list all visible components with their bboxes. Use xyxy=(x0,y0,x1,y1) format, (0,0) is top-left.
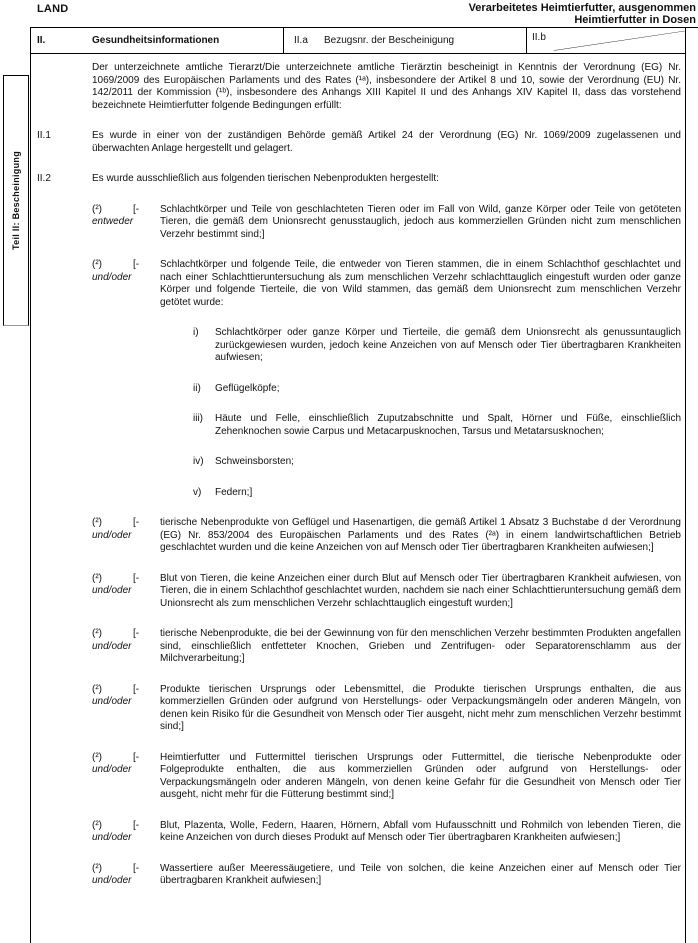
header-cell-reference-number xyxy=(284,28,527,53)
document-title-line1: Verarbeitetes Heimtierfutter, ausgenommen xyxy=(468,2,696,14)
option-body xyxy=(160,259,681,499)
option-body xyxy=(160,863,681,888)
option-word: und/oder xyxy=(92,640,132,652)
option-bracket: [- xyxy=(133,628,140,639)
intro-paragraph: Der unterzeichnete amtliche Tierarzt/Die unterzeichnete amtliche Tierärztin bescheinigt in Kenntnis der Verordnung (EG) Nr. 1069/2009 des Europäischen Parlaments und des Rates (¹ᵃ), insbesondere der Artikel 8 und 10, sowie der Verordnung (EU) Nr. 142/2011 der Kommission (¹ᵇ), insbesondere des Anhangs XIII Kapitel II und des Anhangs XIV Kapitel II, dass das vorstehend bezeichnete Heimtierfutter folgende Bedingungen erfüllt: xyxy=(92,62,681,111)
option-marker xyxy=(92,628,133,666)
country-label: LAND xyxy=(37,3,69,15)
option-text: tierische Nebenprodukte von Geflügel und Hasenartigen, die gemäß Artikel 1 Absatz 3 Buchstabe d der Verordnung (EG) Nr. 853/2004 des Europäischen Parlaments und des Rates (²ᵃ) in einem landwirtschaftlichen Betrieb geschlachtet wurden und die keine Anzeichen von auf Mensch oder Tier übertragbaren Krankheiten aufwiesen;] xyxy=(160,517,681,553)
roman-item xyxy=(193,456,681,469)
option-footnote-ref: (²) xyxy=(92,683,102,695)
option-footnote-ref: (²) xyxy=(92,259,102,270)
section-number: II. xyxy=(37,35,46,46)
option-row xyxy=(92,684,681,734)
option-row xyxy=(92,517,681,555)
roman-item xyxy=(193,383,681,396)
option-body xyxy=(160,628,681,666)
option-word: und/oder xyxy=(92,832,132,843)
clause-row xyxy=(37,173,681,186)
option-bracket: [- xyxy=(133,751,140,763)
option-word: und/oder xyxy=(92,529,132,541)
option-text: Produkte tierischen Ursprungs oder Lebensmittel, die Produkte tierischen Ursprungs enthalten, die aus kommerziellen Gründen oder aufgrund von Herstellungs- oder Verpackungsmängeln oder anderen Mängeln, von denen kein Risiko für die Gesundheit von Mensch oder Tier ausgeht, nicht mehr zum menschlichen Verzehr bestimmt sind;] xyxy=(160,683,681,732)
option-word: und/oder xyxy=(92,585,132,596)
option-row xyxy=(92,259,681,499)
option-marker xyxy=(92,517,133,555)
option-footnote-ref: (²) xyxy=(92,819,102,831)
document-title-line2: Heimtierfutter in Dosen xyxy=(574,14,696,26)
document-title xyxy=(469,2,696,26)
header-rule xyxy=(686,27,698,28)
option-text: tierische Nebenprodukte, die bei der Gewinnung von für den menschlichen Verzehr bestimmten Produkten angefallen sind, einschließlich entfetteter Knochen, Grieben und Zentrifugen- oder Separatorenschlamm aus der Milchverarbeitung;] xyxy=(160,628,681,664)
roman-item-text: Federn;] xyxy=(215,486,253,498)
option-footnote-ref: (²) xyxy=(92,517,102,528)
roman-marker: i) xyxy=(193,327,199,338)
clause-number: II.2 xyxy=(37,173,51,184)
roman-marker: iv) xyxy=(193,456,204,467)
option-marker xyxy=(92,752,133,802)
option-word: und/oder xyxy=(92,764,132,775)
part-ii-sidebar xyxy=(3,75,29,326)
roman-item-text: Geflügelköpfe; xyxy=(215,382,280,394)
certificate-body xyxy=(31,54,685,888)
option-text: Schlachtkörper und Teile von geschlachteten Tieren oder im Fall von Wild, ganze Körper oder Teile von getöteten Tieren, die gemäß dem Unionsrecht genusstauglich, jedoch aus kommerziellen Gründen nicht zum menschlichen Verzehr bestimmt sind;] xyxy=(160,203,681,240)
doc-flow xyxy=(37,130,681,888)
option-bracket: [- xyxy=(133,259,140,270)
option-word: entweder xyxy=(92,216,134,227)
cell-iib-number: II.b xyxy=(532,32,546,43)
option-text: Wassertiere außer Meeressäugetiere, und Teile von solchen, die keine Anzeichen einer auf Mensch oder Tier übertragbaren Krankheit aufwiesen;] xyxy=(160,862,681,886)
option-bracket: [- xyxy=(133,862,140,874)
option-footnote-ref: (²) xyxy=(92,203,102,215)
clause-text: Es wurde ausschließlich aus folgenden tierischen Nebenprodukten hergestellt: xyxy=(92,173,439,184)
clause-text: Es wurde in einer von der zuständigen Behörde gemäß Artikel 24 der Verordnung (EG) Nr. 1069/2009 zugelassenen und überwachten Anlage hergestellt und gelagert. xyxy=(92,130,681,154)
option-body xyxy=(160,752,681,802)
option-footnote-ref: (²) xyxy=(92,862,102,874)
roman-item-text: Schlachtkörper oder ganze Körper und Tierteile, die gemäß dem Unionsrecht als genussuntauglich zurückgewiesen wurden, jedoch keine Anzeichen von auf Mensch oder Tier übertragbaren Krankheiten aufwiesen; xyxy=(215,327,681,363)
roman-marker: iii) xyxy=(193,413,203,424)
option-bracket: [- xyxy=(133,683,140,695)
option-row xyxy=(92,628,681,666)
option-word: und/oder xyxy=(92,696,132,707)
option-text: Blut, Plazenta, Wolle, Federn, Haaren, Hörnern, Abfall vom Hufausschnitt und Rohmilch von lebenden Tieren, die keine Anzeichen von durch dieses Produkt auf Mensch oder Tier übertragbaren Krankheiten aufwiesen;] xyxy=(160,819,681,843)
option-footnote-ref: (²) xyxy=(92,628,102,639)
cell-iia-number: II.a xyxy=(294,35,308,46)
roman-item xyxy=(193,327,681,365)
certificate-frame xyxy=(30,27,686,943)
option-row xyxy=(92,863,681,888)
section-title: Gesundheitsinformationen xyxy=(92,35,220,46)
option-word: und/oder xyxy=(92,271,132,283)
part-ii-sidebar-label: Teil II: Bescheinigung xyxy=(11,151,21,250)
option-row xyxy=(92,573,681,611)
cell-iia-label: Bezugsnr. der Bescheinigung xyxy=(324,35,455,46)
option-body xyxy=(160,684,681,734)
option-body xyxy=(160,820,681,845)
clause-row xyxy=(37,130,681,155)
option-bracket: [- xyxy=(133,203,140,215)
option-body xyxy=(160,517,681,555)
option-text: Heimtierfutter und Futtermittel tierischen Ursprungs oder Futtermittel, die tierische Nebenprodukte oder Folgeprodukte enthalten, die aus kommerziellen Gründen oder aufgrund von Herstellungs- oder Verpackungsmängeln oder anderen Mängeln, von denen keine Gefahr für die Gesundheit von Mensch oder Tier ausgeht, nicht mehr für die Fütterung bestimmt sind;] xyxy=(160,751,681,800)
option-word: und/oder xyxy=(92,875,132,886)
option-row xyxy=(92,752,681,802)
option-text: Blut von Tieren, die keine Anzeichen einer durch Blut auf Mensch oder Tier übertragbaren Krankheit aufwiesen, von Tieren, die in einem Schlachthof geschlachtet wurden, nachdem sie nach einer Schlachttieruntersuchung gemäß dem Unionsrecht als zum menschlichen Verzehr schlachttauglich eingestuft wurden;] xyxy=(160,572,681,609)
option-footnote-ref: (²) xyxy=(92,572,102,584)
option-marker xyxy=(92,259,133,499)
option-row xyxy=(92,204,681,242)
header-cell-iib xyxy=(527,28,685,53)
option-marker xyxy=(92,863,133,888)
option-marker xyxy=(92,204,133,242)
option-body xyxy=(160,573,681,611)
roman-item xyxy=(193,413,681,438)
option-marker xyxy=(92,573,133,611)
roman-marker: ii) xyxy=(193,382,201,394)
option-footnote-ref: (²) xyxy=(92,751,102,763)
clause-number: II.1 xyxy=(37,130,51,141)
roman-item xyxy=(193,487,681,500)
diagonal-strikeout-line xyxy=(527,28,685,53)
option-bracket: [- xyxy=(133,517,140,528)
option-bracket: [- xyxy=(133,819,140,831)
option-marker xyxy=(92,684,133,734)
option-text: Schlachtkörper und folgende Teile, die entweder von Tieren stammen, die in einem Schlachthof geschlachtet und nach einer Schlachttieruntersuchung als zum menschlichen Verzehr schlachttauglich eingestuft wurden oder ganze Körper und folgende Tierteile, die von Wild stammen, das gemäß dem Unionsrecht zum menschlichen Verzehr getötet wurde: xyxy=(160,259,681,308)
roman-item-text: Schweinsborsten; xyxy=(215,456,294,467)
option-marker xyxy=(92,820,133,845)
option-body xyxy=(160,204,681,242)
option-bracket: [- xyxy=(133,572,140,584)
roman-item-text: Häute und Felle, einschließlich Zuputzabschnitte und Spalt, Hörner und Füße, einschließlich Zehenknochen sowie Carpus und Metacarpusknochen, Tarsus und Metatarsusknochen; xyxy=(215,413,681,437)
certificate-header-row xyxy=(31,28,685,54)
roman-marker: v) xyxy=(193,486,202,498)
header-cell-health-information xyxy=(31,28,284,53)
option-row xyxy=(92,820,681,845)
